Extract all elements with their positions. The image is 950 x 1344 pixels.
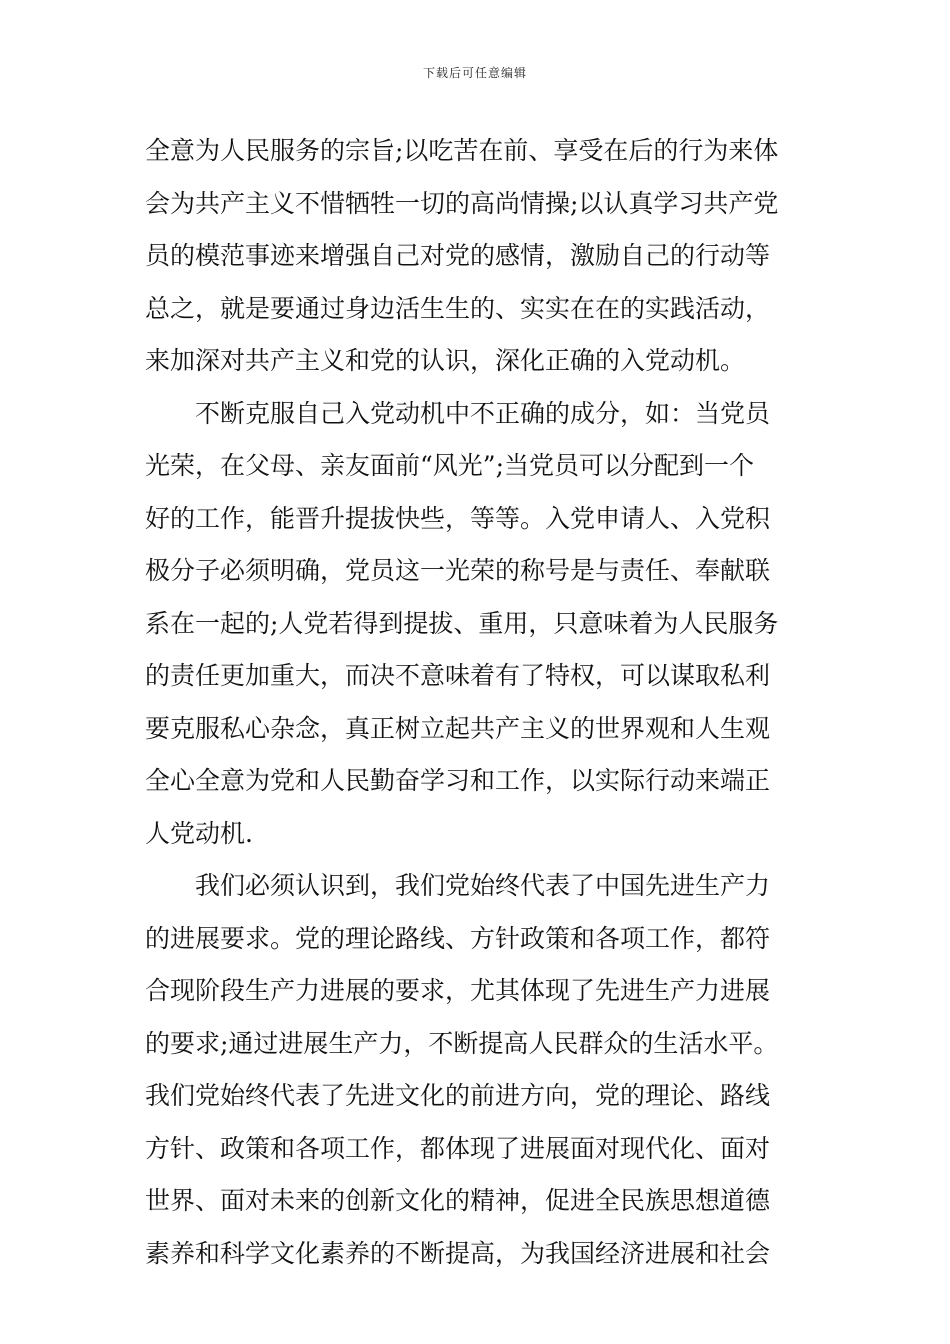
text-line: 员的模范事迹来增强自己对党的感情，激励自己的行动等	[145, 241, 771, 270]
text-line: 系在一起的;人党若得到提拔、重用，只意味着为人民服务	[145, 608, 779, 638]
text-line: 素养和科学文化素养的不断提高，为我国经济进展和社会	[145, 1238, 771, 1268]
text-line: 人党动机.	[145, 818, 253, 848]
text-line: 方针、政策和各项工作，都体现了进展面对现代化、面对	[145, 1133, 771, 1163]
text-line: 合现阶段生产力进展的要求，尤其体现了先进生产力进展	[145, 976, 771, 1005]
text-line: 世界、面对未来的创新文化的精神，促进全民族思想道德	[145, 1186, 771, 1215]
text-line: 我们党始终代表了先进文化的前进方向，党的理论、路线	[145, 1081, 771, 1110]
text-line: 我们必须认识到，我们党始终代表了中国先进生产力	[145, 871, 771, 900]
text-line: 光荣，在父母、亲友面前“风光”;当党员可以分配到一个	[145, 451, 754, 480]
text-line: 好的工作，能晋升提拔快些，等等。入党申请人、入党积	[145, 503, 771, 533]
text-line: 会为共产主义不惜牺牲一切的高尚情操;以认真学习共产党	[145, 188, 779, 218]
text-line: 来加深对共产主义和党的认识，深化正确的入党动机。	[145, 346, 746, 375]
text-line: 不断克服自己入党动机中不正确的成分，如：当党员	[145, 398, 771, 428]
text-line: 要克服私心杂念，真正树立起共产主义的世界观和人生观	[145, 713, 771, 743]
text-line: 全心全意为党和人民勤奋学习和工作，以实际行动来端正	[145, 766, 771, 795]
text-line: 的责任更加重大，而决不意味着有了特权，可以谋取私利	[145, 661, 771, 690]
text-line: 的进展要求。党的理论路线、方针政策和各项工作，都符	[145, 923, 771, 953]
text-line: 的要求;通过进展生产力，不断提高人民群众的生活水平。	[145, 1028, 779, 1058]
document-body	[145, 125, 810, 1280]
text-line: 总之，就是要通过身边活生生的、实实在在的实践活动，	[145, 293, 771, 323]
text-line: 极分子必须明确，党员这一光荣的称号是与责任、奉献联	[145, 556, 771, 585]
text-line: 全意为人民服务的宗旨;以吃苦在前、享受在后的行为来体	[145, 136, 779, 165]
page-header: 下载后可任意编辑	[422, 66, 527, 80]
